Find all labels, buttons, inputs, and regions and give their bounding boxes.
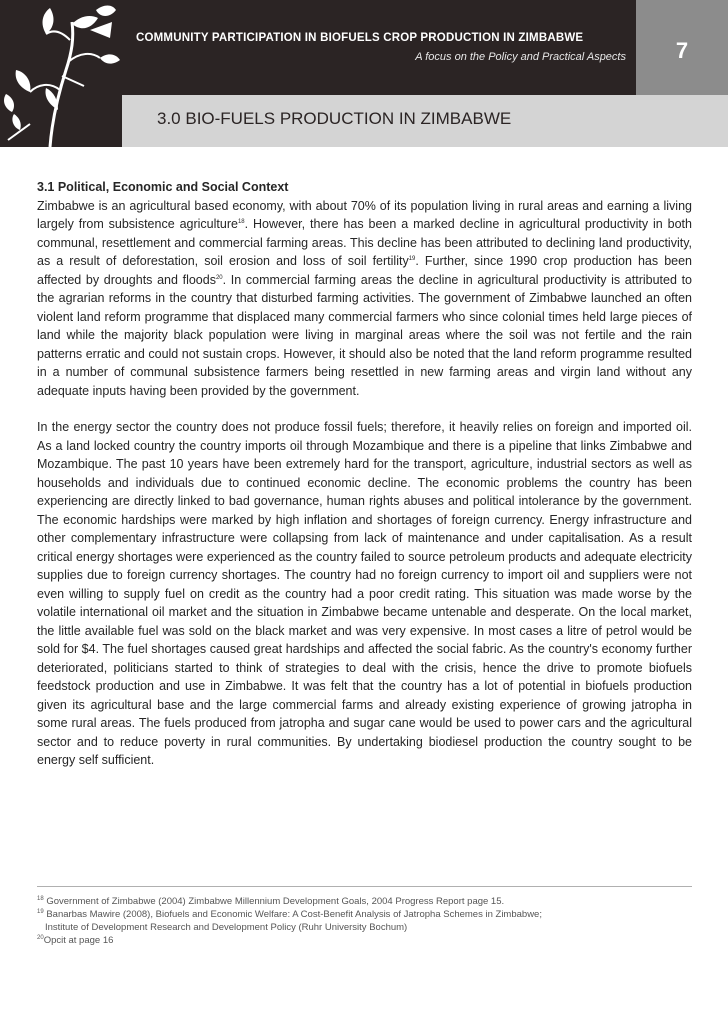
section-title: 3.0 BIO-FUELS PRODUCTION IN ZIMBABWE [157,109,512,128]
footnote-ref-20[interactable]: 20 [215,274,223,281]
footnote-number: 18 [37,895,44,902]
footnote-ref-19[interactable]: 19 [408,255,416,262]
footnote-18 [37,895,692,908]
footnote-20 [37,934,692,947]
footnote-text: Government of Zimbabwe (2004) Zimbabwe Millennium Development Goals, 2004 Progress Report page 15. [46,896,505,907]
page-number: 7 [675,38,689,63]
paragraph-1-part-c: . Further, since 1990 crop production has been affected by droughts and floods [37,254,693,287]
footnotes [37,895,692,947]
paragraph-1 [37,197,692,401]
footnote-text: Banarbas Mawire (2008), Biofuels and Economic Welfare: A Cost-Benefit Analysis of Jatropha Schemes in Zimbabwe; [46,909,542,920]
document-subtitle: A focus on the Policy and Practical Aspects [415,51,626,63]
paragraph-1-part-d: . In commercial farming areas the decline in agricultural productivity is attributed to the agrarian reforms in the country that disturbed farming activities. The government of Zimbabwe launched an often violent land reform programme that displaced many commercial farmers who since colonial times held large pieces of land while the majority black population were living in marginal areas where the soil was not fertile and the rain patterns erratic and could not sustain crops. However, it should also be noted that the land reform programme resulted in a number of communal subsistence farmers being resettled in new farming areas and virgin land without any adequate inputs having been provided by the government. [37,272,692,398]
paragraph-gap [37,400,692,418]
plant-logo-icon [0,0,122,147]
footnote-divider [37,886,692,887]
subheading: 3.1 Political, Economic and Social Context [37,180,289,194]
footnote-text: Opcit at page 16 [43,935,114,946]
footnote-19-continuation: Institute of Development Research and Development Policy (Ruhr University Bochum) [45,922,408,933]
document-title: COMMUNITY PARTICIPATION IN BIOFUELS CROP PRODUCTION IN ZIMBABWE [136,32,584,44]
footnote-number: 20 [37,934,44,941]
footnote-19 [37,908,692,921]
paragraph-1-part-a: Zimbabwe is an agricultural based economy, with about 70% of its population living in rural areas and earning a living largely from subsistence agriculture [37,198,692,231]
paragraph-1-part-b: . However, there has been a marked decline in agricultural productivity in both communal, resettlement and commercial farming areas. This decline has been attributed to declining land productivity, as a result of deforestation, soil erosion and loss of soil fertility [37,217,692,268]
footnote-ref-18[interactable]: 18 [237,218,245,225]
main-content [37,178,692,770]
footnote-number: 19 [37,908,44,915]
paragraph-2: In the energy sector the country does not produce fossil fuels; therefore, it heavily relies on foreign and imported oil. As a land locked country the country imports oil through Mozambique and there is a pipeline that links Zimbabwe and Mozambique. The past 10 years have been extremely hard for the transport, agriculture, industrial sectors as well as households and individuals due to continued economic decline. The economic problems the country has been experiencing are directly linked to bad governance, human rights abuses and political intolerance by the government. The economic hardships were marked by high inflation and shortages of foreign currency. Energy infrastructure and other complementary infrastructure were collapsing from lack of maintenance and under capitalisation. As a result critical energy shortages were experienced as the country failed to source petroleum products and adequate electricity supplies due to foreign currency shortages. The country had no foreign currency to import oil and suppliers were not even willing to supply fuel on credit as the country had a poor credit rating. This situation was made worse by the volatile international oil market and the situation in Zimbabwe became untenable and desperate. On the local market, the little available fuel was sold on the black market and was very expensive. In most cases a litre of petrol would be sold for $4. The fuel shortages caused great hardships and affected the social fabric. As the country's economy further deteriorated, politicians started to think of strategies to deal with the crisis, hence the drive to promote biofuels feedstock production and use in Zimbabwe. It was felt that the country has a lot of potential in biofuels production given its agricultural base and the large commercial farms and already existing experience of growing jatropha in some rural areas. The fuels produced from jatropha and sugar cane would be used to power cars and the agricultural sector and to reduce poverty in rural communities. By undertaking biodiesel production the country sought to be energy self sufficient. [37,420,692,767]
